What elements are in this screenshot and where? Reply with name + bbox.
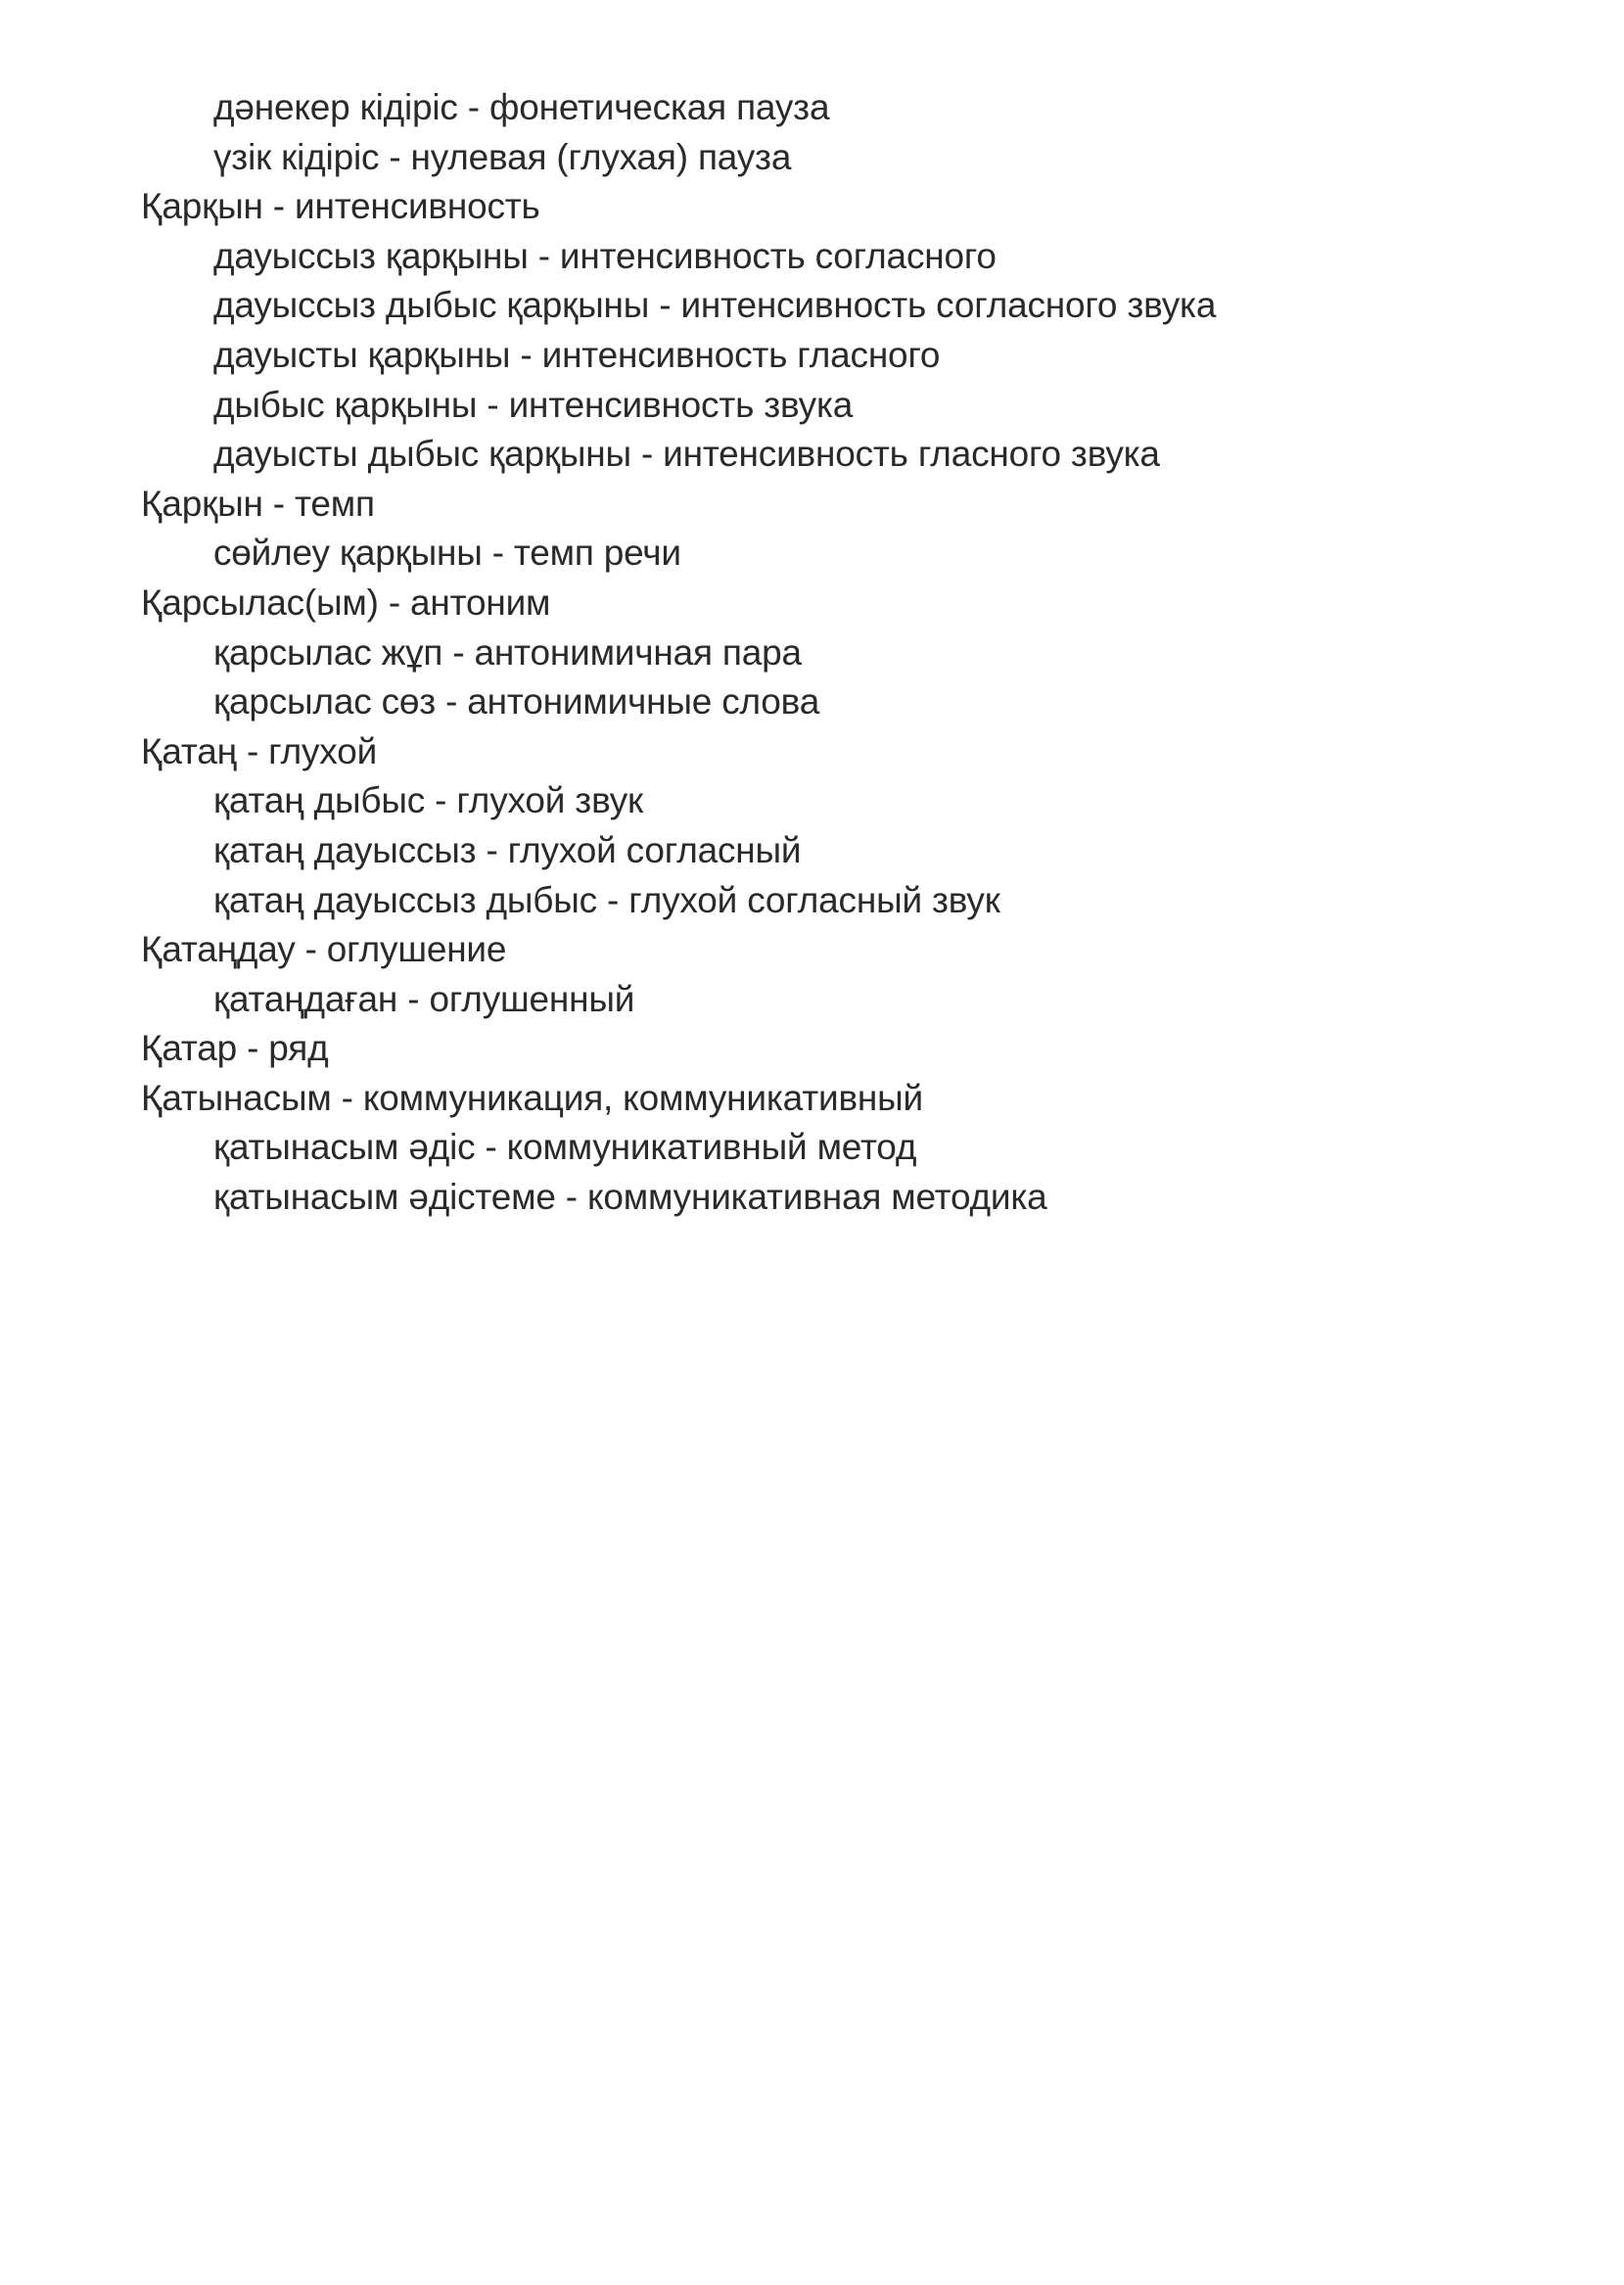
- glossary-subentry: қарсылас сөз - антонимичные слова: [213, 681, 820, 723]
- glossary-subentry: қатаң дыбыс - глухой звук: [213, 780, 644, 821]
- glossary-subentry: сөйлеу қарқыны - темп речи: [213, 533, 681, 574]
- glossary-list: [141, 83, 1216, 1223]
- glossary-subentry: қатынасым әдіс - коммуникативный метод: [213, 1127, 917, 1168]
- glossary-entry: Қатаң - глухой: [141, 730, 378, 771]
- glossary-entry: Қатынасым - коммуникация, коммуникативный: [141, 1077, 923, 1118]
- glossary-subentry: дауыссыз қарқыны - интенсивность согласного: [213, 235, 997, 276]
- glossary-subentry: қатаңдаған - оглушенный: [213, 978, 635, 1019]
- glossary-entry: Қатаңдау - оглушение: [141, 929, 507, 970]
- glossary-subentry: дыбыс қарқыны - интенсивность звука: [213, 384, 854, 425]
- glossary-entry: Қарқын - интенсивность: [141, 186, 540, 227]
- glossary-subentry: дауыссыз дыбыс қарқыны - интенсивность согласного звука: [213, 285, 1217, 326]
- glossary-entry: Қатар - ряд: [141, 1028, 329, 1069]
- glossary-subentry: қатаң дауыссыз дыбыс - глухой согласный звук: [213, 879, 1000, 920]
- glossary-entry: Қарсылас(ым) - антоним: [141, 582, 551, 623]
- glossary-subentry: қатынасым әдістеме - коммуникативная методика: [213, 1177, 1047, 1218]
- glossary-subentry: дауысты дыбыс қарқыны - интенсивность гласного звука: [213, 434, 1160, 475]
- glossary-subentry: дәнекер кідіріс - фонетическая пауза: [213, 87, 830, 127]
- glossary-subentry: дауысты қарқыны - интенсивность гласного: [213, 334, 941, 375]
- glossary-subentry: қатаң дауыссыз - глухой согласный: [213, 829, 802, 870]
- glossary-subentry: қарсылас жұп - антонимичная пара: [213, 631, 802, 673]
- glossary-subentry: үзік кідіріс - нулевая (глухая) пауза: [213, 136, 792, 177]
- glossary-entry: Қарқын - темп: [141, 483, 375, 524]
